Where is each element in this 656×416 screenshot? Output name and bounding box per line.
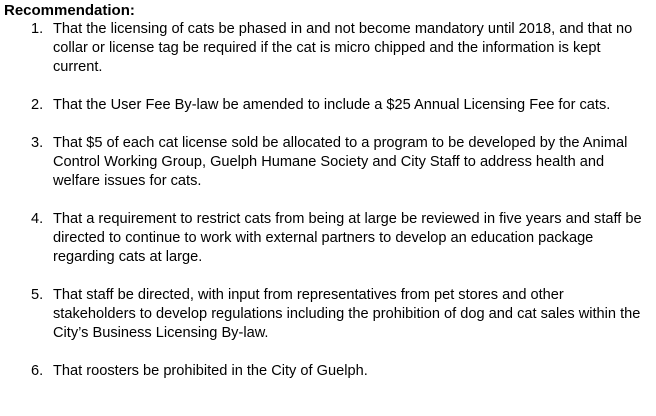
recommendation-heading: Recommendation: — [4, 2, 135, 19]
item-number: 4. — [31, 211, 44, 227]
recommendation-item-6 — [4, 362, 643, 381]
item-number: 6. — [31, 363, 44, 379]
item-text: That a requirement to restrict cats from being at large be reviewed in five years and staff be directed to continue to work with external partners to develop an education package regarding cats at large. — [53, 211, 642, 265]
item-number: 1. — [31, 21, 44, 37]
item-text: That roosters be prohibited in the City of Guelph. — [53, 363, 368, 379]
recommendation-item-4 — [4, 210, 643, 267]
item-number: 5. — [31, 287, 44, 303]
item-text: That the licensing of cats be phased in and not become mandatory until 2018, and that no collar or license tag be required if the cat is micro chipped and the information is kept current. — [53, 21, 633, 75]
item-number: 3. — [31, 135, 44, 151]
recommendation-item-3 — [4, 134, 643, 191]
recommendation-item-1 — [4, 20, 643, 77]
item-text: That the User Fee By-law be amended to include a $25 Annual Licensing Fee for cats. — [53, 97, 611, 113]
item-number: 2. — [31, 97, 44, 113]
recommendation-item-2 — [4, 96, 643, 115]
recommendation-list — [4, 20, 656, 381]
item-text: That staff be directed, with input from representatives from pet stores and other stakeholders to develop regulations including the prohibition of dog and cat sales within the City’s Business Licensing By-law. — [53, 287, 641, 341]
recommendation-item-5 — [4, 286, 643, 343]
item-text: That $5 of each cat license sold be allocated to a program to be developed by the Animal Control Working Group, Guelph Humane Society and City Staff to address health and welfare issues for cats. — [53, 135, 628, 189]
